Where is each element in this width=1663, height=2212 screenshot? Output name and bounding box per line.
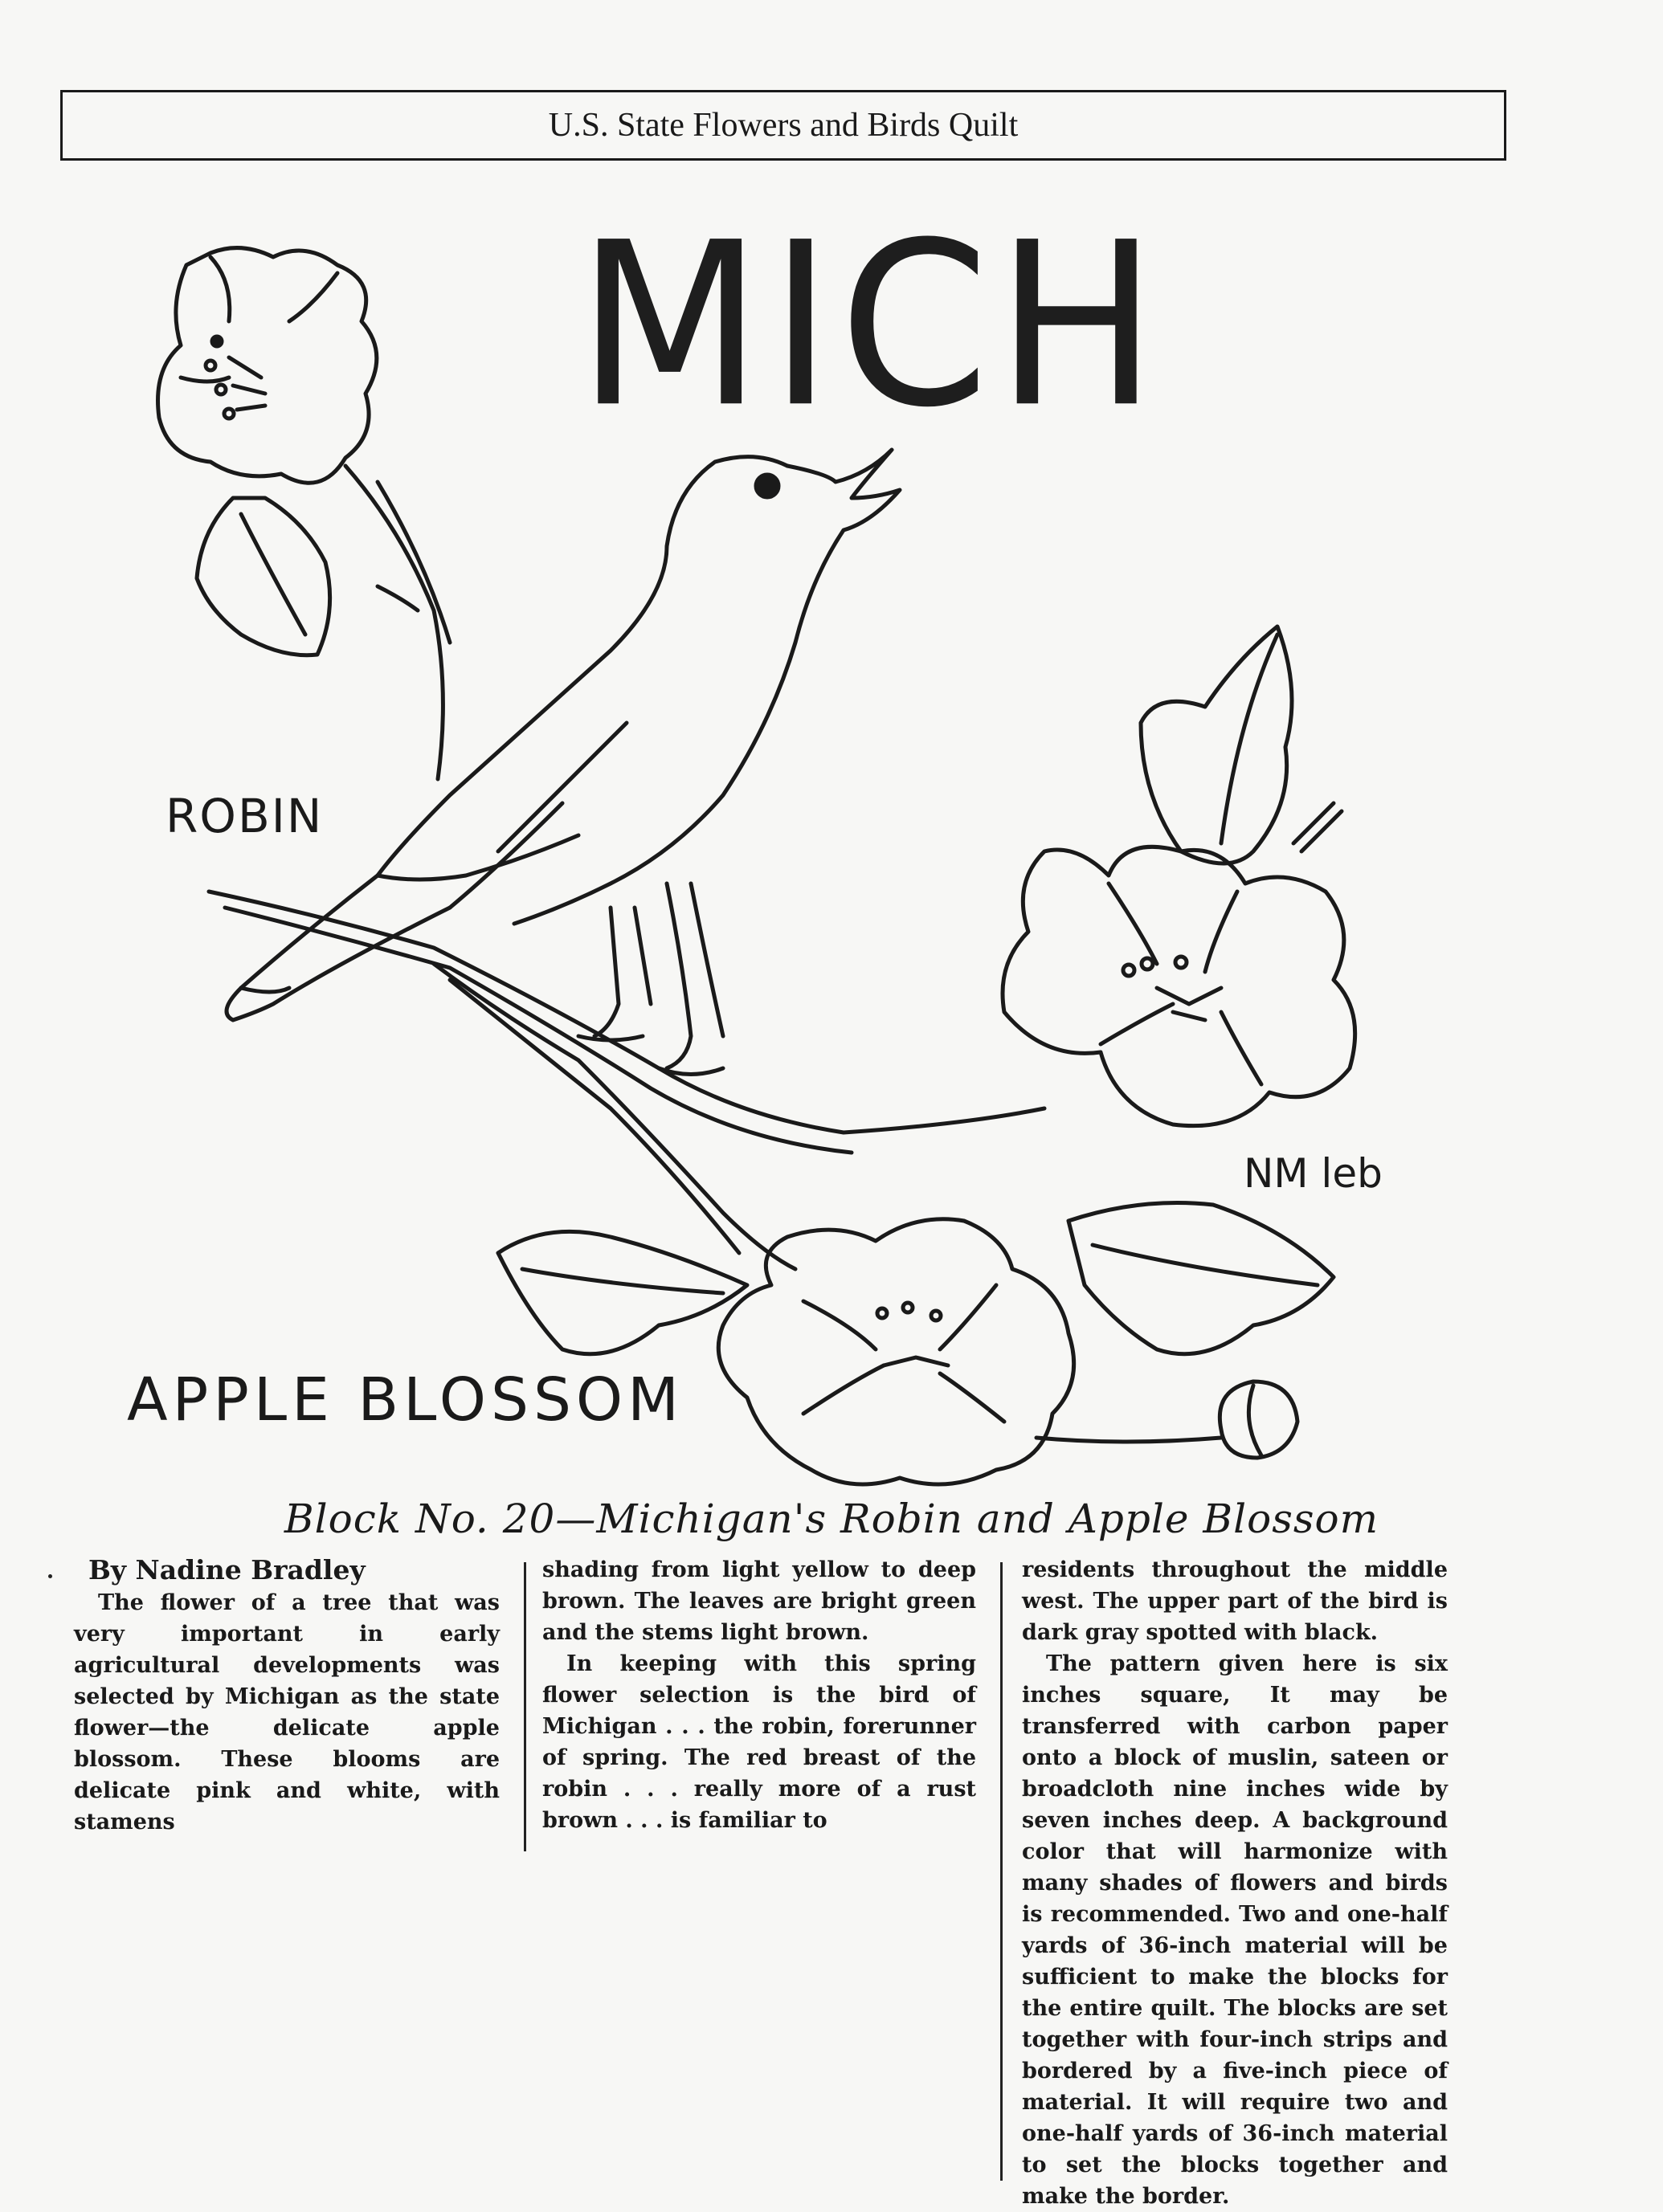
robin-drawing: [227, 450, 900, 1075]
column-divider-1: [524, 1562, 526, 1851]
col3-paragraph-2: The pattern given here is six inches square, It may be transferred with carbon paper onto a block of muslin, sateen or broadcloth nine inches wide by seven inches deep. A background color that will harmonize with many shades of flowers and birds is recommended. Two and one-half yards of 36-inch material will be sufficient to make the blocks for the entire quilt. The blocks are set together with four-inch strips and bordered by a five-inch piece of material. It will require two and one-half yards of 36-inch material to set the blocks together and make the border.: [1022, 1651, 1448, 2209]
print-speck: [48, 1574, 52, 1578]
right-blossom-drawing: [1003, 847, 1355, 1125]
state-abbreviation: MICH: [577, 194, 1164, 458]
article-column-2: [542, 1554, 976, 1836]
column-divider-2: [1000, 1562, 1003, 2181]
article-title: Block No. 20—Michigan's Robin and Apple Blossom: [284, 1496, 1379, 1542]
bottom-blossom-drawing: [718, 1219, 1073, 1484]
byline: By Nadine Bradley: [88, 1554, 366, 1586]
flower-label: APPLE BLOSSOM: [127, 1365, 684, 1435]
col3-paragraph-1: residents throughout the middle west. The upper part of the bird is dark gray spotted with black.: [1022, 1557, 1448, 1645]
col2-paragraph-1: shading from light yellow to deep brown. The leaves are bright green and the stems light brown.: [542, 1557, 976, 1645]
bird-label: ROBIN: [165, 789, 324, 843]
top-blossom-drawing: [158, 248, 377, 484]
col2-paragraph-2: In keeping with this spring flower selection is the bird of Michigan . . . the robin, forerunner of spring. The red breast of the robin . . . really more of a rust brown . . . is familiar to: [542, 1651, 976, 1833]
header-title: U.S. State Flowers and Birds Quilt: [548, 107, 1019, 144]
article-column-1: [74, 1554, 500, 1838]
col1-paragraph: The flower of a tree that was very important in early agricultural developments was selected by Michigan as the state flower—the delicate apple blossom. These blooms are delicate pink and white, with stamens: [74, 1590, 500, 1834]
artist-signature: NM leb: [1244, 1150, 1383, 1197]
article-column-3: [1022, 1554, 1448, 2212]
